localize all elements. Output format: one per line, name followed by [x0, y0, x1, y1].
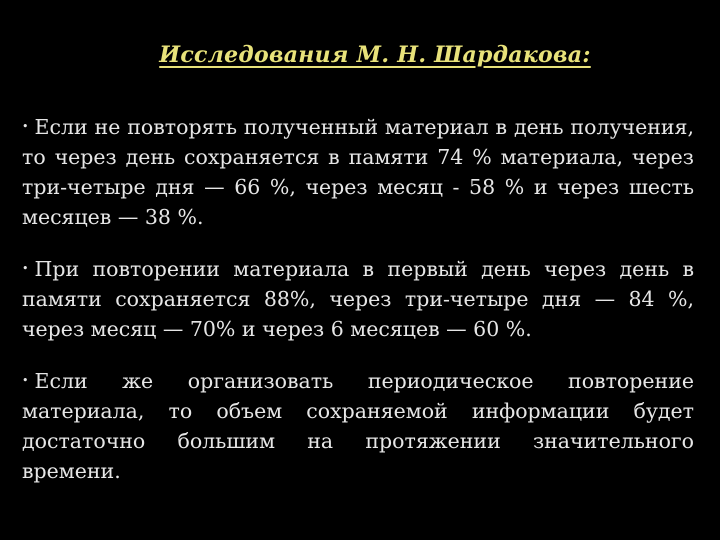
bullet-icon: •: [22, 374, 29, 387]
bullet-icon: •: [22, 120, 29, 133]
bullet-paragraph: [22, 366, 694, 486]
bullet-paragraph: [22, 254, 694, 344]
paragraph-text: При повторении материала в первый день через день в памяти сохраняется 88%, через три-четыре дня — 84 %, через месяц — 70% и через 6 месяцев — 60 %.: [22, 257, 694, 341]
paragraph-text: Если же организовать периодическое повторение материала, то объем сохраняемой информации будет достаточно большим на протяжении значительного времени.: [22, 369, 694, 483]
slide-body: [22, 112, 694, 486]
paragraph-text: Если не повторять полученный материал в день получения, то через день сохраняется в памяти 74 % материала, через три-четыре дня — 66 %, через месяц - 58 % и через шесть месяцев — 38 %.: [22, 115, 694, 229]
bullet-paragraph: [22, 112, 694, 232]
bullet-icon: •: [22, 262, 29, 275]
slide-title: Исследования М. Н. Шардакова:: [159, 42, 591, 68]
